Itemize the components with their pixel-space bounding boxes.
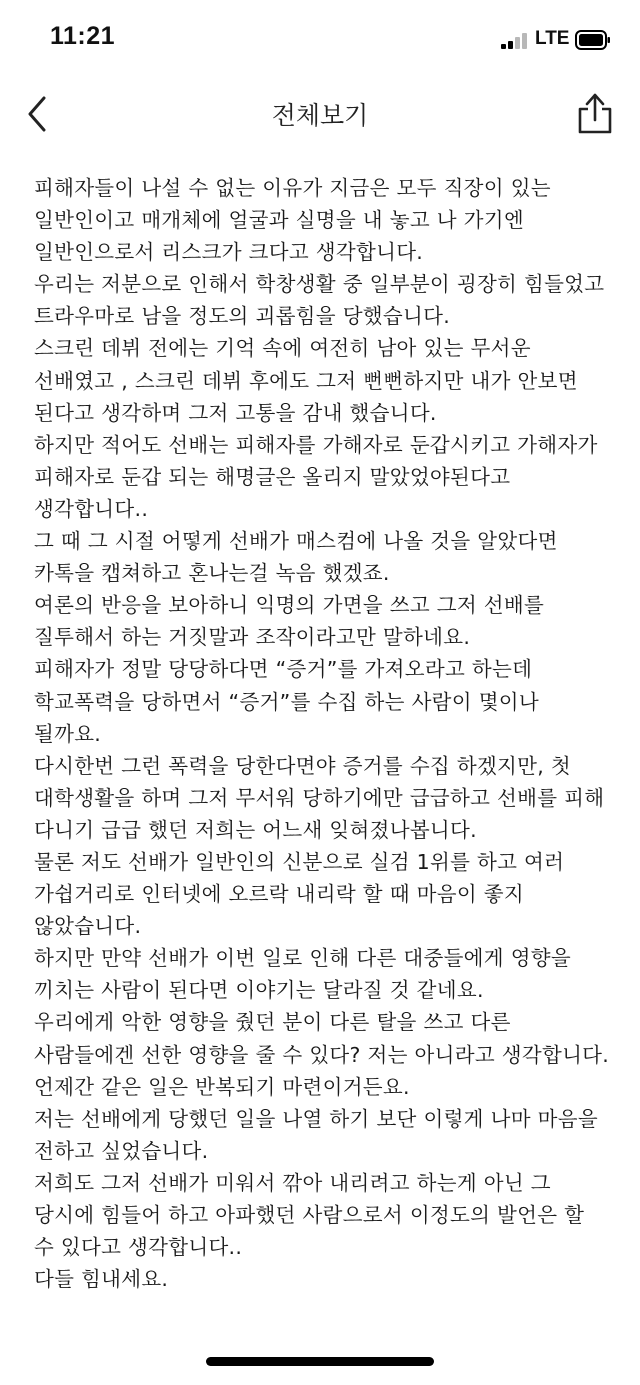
paragraph: 하지만 적어도 선배는 피해자를 가해자로 둔갑시키고 가해자가 피해자로 둔갑 되는 해명글은 올리지 말았었야된다고 생각합니다.. bbox=[34, 432, 598, 521]
battery-icon bbox=[575, 30, 611, 50]
paragraph: 다들 힘내세요. bbox=[34, 1267, 169, 1292]
navigation-bar bbox=[0, 80, 640, 150]
paragraph: 우리에게 악한 영향을 줬던 분이 다른 탈을 쓰고 다른 사람들에겐 선한 영향을 줄 수 있다? 저는 아니라고 생각합니다. 언제간 같은 일은 반복되기 마련이거든요. bbox=[34, 1010, 610, 1099]
paragraph: 우리는 저분으로 인해서 학창생활 중 일부분이 굉장히 힘들었고 트라우마로 남을 정도의 괴롭힘을 당했습니다. bbox=[34, 272, 605, 329]
paragraph: 저는 선배에게 당했던 일을 나열 하기 보단 이렇게 나마 마음을 전하고 싶었습니다. bbox=[34, 1106, 598, 1163]
paragraph: 피해자가 정말 당당하다면 “증거”를 가져오라고 하는데 학교폭력을 당하면서 “증거”를 수집 하는 사람이 몇이나 될까요. bbox=[34, 657, 540, 746]
paragraph: 물론 저도 선배가 일반인의 신분으로 실검 1위를 하고 여러 가쉽거리로 인터넷에 오르락 내리락 할 때 마음이 좋지 않았습니다. bbox=[34, 849, 565, 939]
network-type: LTE bbox=[535, 28, 570, 49]
share-icon bbox=[576, 90, 614, 136]
article-body bbox=[34, 172, 610, 1295]
status-bar bbox=[0, 0, 640, 80]
status-time: 11:21 bbox=[50, 22, 116, 50]
paragraph: 여론의 반응을 보아하니 익명의 가면을 쓰고 그저 선배를 질투해서 하는 거짓말과 조작이라고만 말하네요. bbox=[34, 593, 545, 650]
paragraph: 다시한번 그런 폭력을 당한다면야 증거를 수집 하겠지만, 첫 대학생활을 하며 그저 무서워 당하기에만 급급하고 선배를 피해 다니기 급급 했던 저희는 어느새 잊혀졌나봅니다. bbox=[34, 753, 605, 842]
paragraph: 하지만 만약 선배가 이번 일로 인해 다른 대중들에게 영향을 끼치는 사람이 된다면 이야기는 달라질 것 같네요. bbox=[34, 946, 572, 1003]
home-indicator[interactable] bbox=[206, 1357, 434, 1366]
paragraph: 저희도 그저 선배가 미워서 깎아 내리려고 하는게 아닌 그 당시에 힘들어 하고 아파했던 사람으로서 이정도의 발언은 할 수 있다고 생각합니다.. bbox=[34, 1170, 585, 1260]
cellular-signal-icon bbox=[501, 33, 531, 49]
paragraph: 그 때 그 시절 어떻게 선배가 매스컴에 나올 것을 알았다면 카톡을 캡쳐하고 혼나는걸 녹음 했겠죠. bbox=[34, 529, 558, 586]
paragraph: 스크린 데뷔 전에는 기억 속에 여전히 남아 있는 무서운 선배였고 , 스크린 데뷔 후에도 그저 뻔뻔하지만 내가 안보면 된다고 생각하며 그저 고통을 감내 했습니다. bbox=[34, 336, 578, 425]
share-button[interactable] bbox=[576, 90, 614, 136]
paragraph: 피해자들이 나설 수 없는 이유가 지금은 모두 직장이 있는 일반인이고 매개체에 얼굴과 실명을 내 놓고 나 가기엔 일반인으로서 리스크가 크다고 생각합니다. bbox=[34, 176, 551, 265]
page-title: 전체보기 bbox=[271, 101, 369, 130]
